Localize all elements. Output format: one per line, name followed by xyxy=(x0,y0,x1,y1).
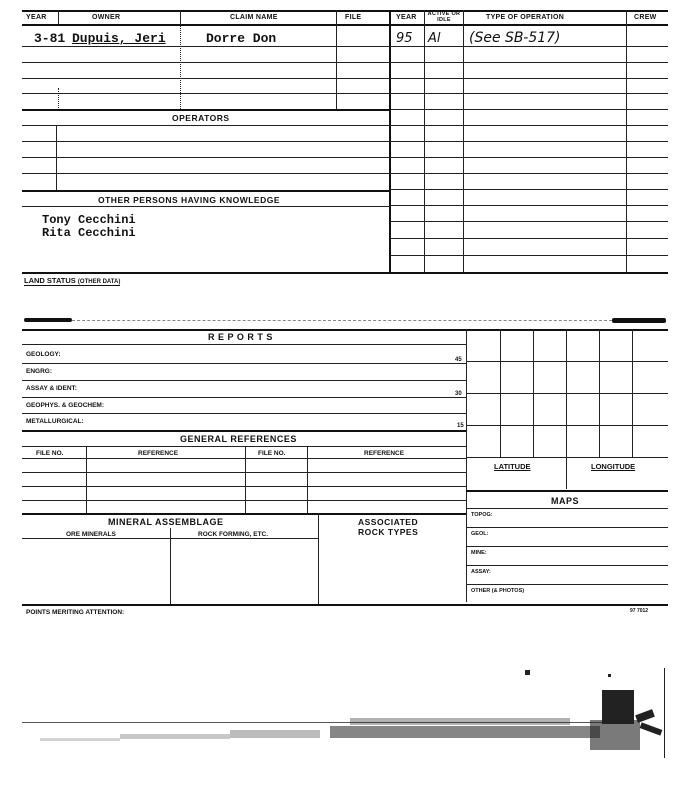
points-meriting-attention-label: POINTS MERITING ATTENTION: xyxy=(26,609,125,616)
report-assay-num: 30 xyxy=(455,391,462,397)
entry-type-note: (See SB-517) xyxy=(469,30,561,46)
gref-header-reference-2: REFERENCE xyxy=(364,450,405,457)
longitude-label: LONGITUDE xyxy=(591,462,636,471)
general-references-title: GENERAL REFERENCES xyxy=(180,434,297,444)
other-person-1: Tony Cecchini xyxy=(42,213,136,227)
land-status-label: LAND STATUS xyxy=(24,276,76,285)
entry-status: Al xyxy=(428,31,441,46)
gref-header-file-no-2: FILE NO. xyxy=(258,450,286,457)
col-header-crew: CREW xyxy=(634,14,657,21)
map-assay: ASSAY: xyxy=(471,569,491,575)
map-geol: GEOL: xyxy=(471,531,489,537)
entry-owner: Dupuis, Jeri xyxy=(72,31,166,46)
associated-rock-types-line-1: ASSOCIATED xyxy=(358,517,419,527)
mineral-assemblage-title: MINERAL ASSEMBLAGE xyxy=(108,517,224,527)
report-geology-label: GEOLOGY: xyxy=(26,351,61,358)
report-geology-num: 45 xyxy=(455,357,462,363)
latitude-label: LATITUDE xyxy=(494,462,531,471)
col-header-file: FILE xyxy=(345,14,362,21)
col-header-owner: OWNER xyxy=(92,14,121,21)
maps-title: MAPS xyxy=(551,496,580,506)
col-header-active-idle: ACTIVE OR IDLE xyxy=(427,11,461,23)
col-header-type-of-operation: TYPE OF OPERATION xyxy=(486,14,565,21)
report-metallurgical-label: METALLURGICAL: xyxy=(26,418,84,425)
land-status-sub: (OTHER DATA) xyxy=(77,279,121,285)
col-header-year-2: YEAR xyxy=(396,14,417,21)
map-topog: TOPOG: xyxy=(471,512,493,518)
entry-claim-name: Dorre Don xyxy=(206,31,277,46)
gref-header-reference-1: REFERENCE xyxy=(138,450,179,457)
map-other-photos: OTHER (& PHOTOS) xyxy=(471,588,525,594)
other-persons-title: OTHER PERSONS HAVING KNOWLEDGE xyxy=(98,195,281,205)
rock-forming-header: ROCK FORMING, ETC. xyxy=(198,531,269,538)
operators-title: OPERATORS xyxy=(172,113,230,123)
report-engrg-label: ENGRG: xyxy=(26,368,52,375)
report-assay-label: ASSAY & IDENT: xyxy=(26,385,77,392)
land-status-heading xyxy=(24,276,120,286)
scan-noise xyxy=(0,660,678,790)
entry-year: 95 xyxy=(396,31,413,46)
report-metallurgical-num: 15 xyxy=(457,423,464,429)
ore-minerals-header: ORE MINERALS xyxy=(66,531,116,538)
associated-rock-types-line-2: ROCK TYPES xyxy=(358,527,419,537)
gref-header-file-no-1: FILE NO. xyxy=(36,450,64,457)
col-header-claim-name: CLAIM NAME xyxy=(230,14,278,21)
col-header-year: YEAR xyxy=(26,14,47,21)
reports-title: R E P O R T S xyxy=(208,332,273,342)
map-mine: MINE: xyxy=(471,550,487,556)
report-geophys-label: GEOPHYS. & GEOCHEM: xyxy=(26,402,105,409)
other-person-2: Rita Cecchini xyxy=(42,226,136,240)
form-number: 97 7012 xyxy=(630,608,649,614)
entry-date: 3-81 xyxy=(34,31,66,46)
